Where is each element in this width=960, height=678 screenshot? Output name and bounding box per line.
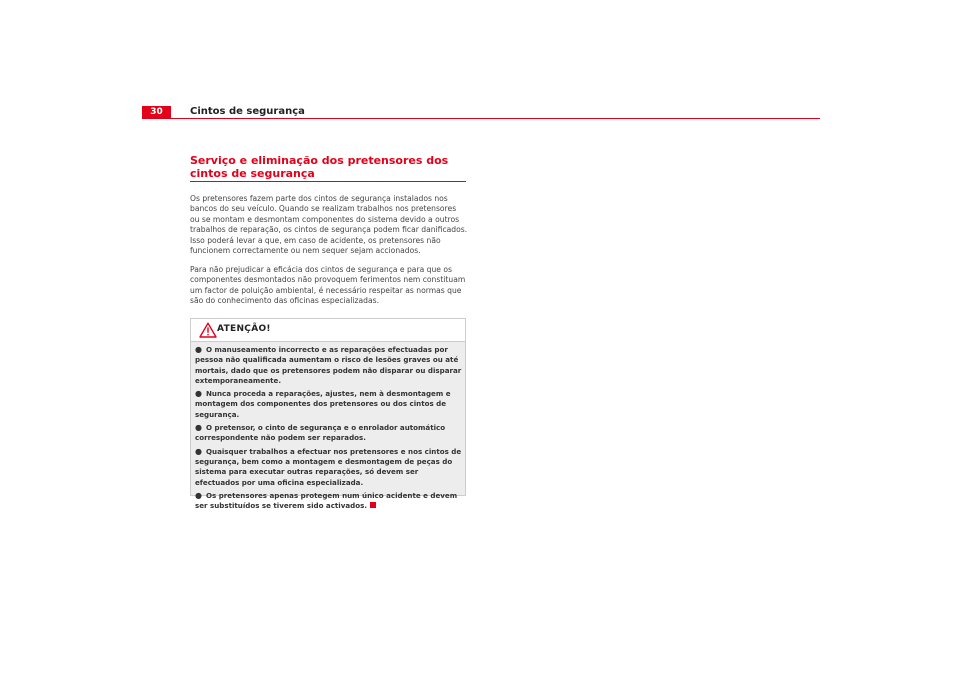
header-divider (142, 118, 820, 119)
section-title: Serviço e eliminação dos pretensores dos cintos de segurança (190, 154, 449, 180)
bullet-icon: ● (195, 446, 202, 456)
body-paragraph: Os pretensores fazem parte dos cintos de segurança instalados nos bancos do seu veículo. Quando se realizam trabalhos nos pretensores ou se montam e desmontam componentes do sistema devido a outros trabalhos de reparação, os cintos de segurança podem ficar danificados. Isso poderá levar a que, em caso de acidente, os pretensores não funcionem correctamente ou nem sequer sejam accionados. (190, 194, 468, 256)
bullet-icon: ● (195, 423, 202, 433)
body-paragraph: Para não prejudicar a eficácia dos cintos de segurança e para que os componentes desmontados não provoquem ferimentos nem constituam um factor de poluição ambiental, é necessário respeitar as normas que são do conhecimento das oficinas especializadas. (190, 265, 466, 306)
warning-item: ● Nunca proceda a reparações, ajustes, nem à desmontagem e montagem dos componentes dos pretensores ou dos cintos de segurança. (195, 389, 451, 419)
warning-item: ● Os pretensores apenas protegem num único acidente e devem ser substituídos se tiverem sido activados. (195, 490, 458, 511)
warning-list (195, 345, 465, 514)
bullet-icon: ● (195, 389, 202, 399)
bullet-icon: ● (195, 345, 202, 354)
section-title-divider (190, 181, 466, 182)
running-header: Cintos de segurança (190, 106, 305, 117)
warning-triangle-icon (199, 322, 217, 338)
bullet-icon: ● (195, 490, 202, 500)
warning-heading: ATENÇÃO! (217, 324, 271, 334)
warning-item: ● O pretensor, o cinto de segurança e o enrolador automático correspondente não podem ser reparados. (195, 423, 446, 443)
warning-item: ● O manuseamento incorrecto e as reparações efectuadas por pessoa não qualificada aumentam o risco de lesões graves ou até mortais, dado que os pretensores podem não disparar ou disparar extemporaneamente. (195, 345, 462, 385)
warning-item: ● Quaisquer trabalhos a efectuar nos pretensores e nos cintos de segurança, bem como a montagem e desmontagem de peças do sistema para executar outras reparações, só devem ser efectuados por uma oficina especializada. (195, 446, 462, 487)
warning-header (191, 319, 465, 342)
warning-box (190, 318, 466, 511)
page-number: 30 (142, 106, 171, 119)
section-end-mark-icon (370, 502, 376, 508)
